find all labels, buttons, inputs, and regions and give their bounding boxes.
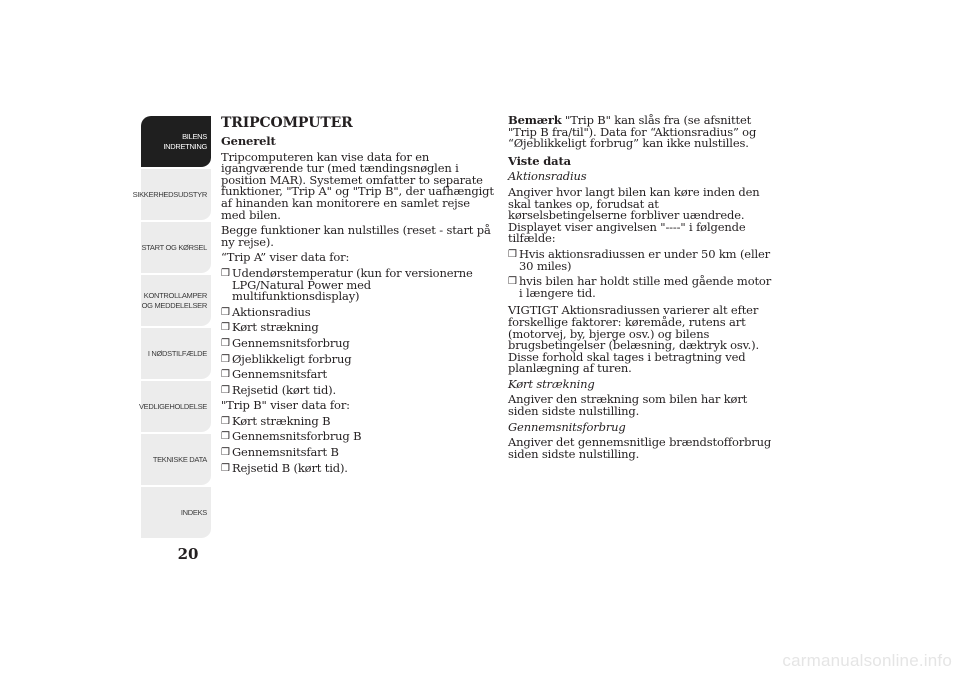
subsection-title: Aktionsradius — [508, 169, 587, 184]
tab-start-og-korsel[interactable] — [141, 222, 211, 274]
paragraph: "Trip B" viser data for: — [221, 398, 350, 413]
tab-label: OG MEDDELELSER — [141, 300, 207, 310]
tab-i-nodstilfaelde[interactable] — [141, 328, 211, 380]
list-item: ❒ Gennemsnitsfart — [221, 367, 328, 382]
checkbox-bullet-icon: ❒ — [221, 384, 230, 396]
tab-bilens-indretning[interactable] — [141, 116, 211, 168]
paragraph: Begge funktioner kan nulstilles (reset - start på ny rejse). — [221, 223, 491, 249]
tab-indeks[interactable] — [141, 487, 211, 539]
important-paragraph: VIGTIGT Aktionsradiussen varierer alt efter forskellige faktorer: køremåde, rutens art (motorvej, by, bjerge osv.) og bilens brugsbetingelser (belæsning, dæktryk osv.). Disse forhold skal tages i betragtning ved planlægning af turen. — [508, 303, 759, 376]
checkbox-bullet-icon: ❒ — [221, 267, 230, 279]
tab-label: BILENS — [182, 132, 207, 142]
list-item: ❒ Øjeblikkeligt forbrug — [221, 351, 352, 366]
list-item: ❒ Rejsetid B (kørt tid). — [221, 460, 348, 475]
list-item: ❒ Gennemsnitsfart B — [221, 445, 339, 460]
watermark: carmanualsonline.info — [782, 651, 952, 670]
left-column — [221, 115, 496, 478]
checkbox-bullet-icon: ❒ — [508, 276, 517, 288]
checkbox-bullet-icon: ❒ — [508, 248, 517, 260]
subheading-generelt: Generelt — [221, 134, 276, 148]
tab-label: I NØDSTILFÆLDE — [147, 348, 207, 358]
list-item: ❒ Rejsetid (kørt tid). — [221, 382, 337, 397]
tab-label: INDRETNING — [163, 141, 207, 151]
checkbox-bullet-icon: ❒ — [221, 353, 230, 365]
tab-label: KONTROLLAMPER — [143, 291, 207, 301]
checkbox-bullet-icon: ❒ — [221, 337, 230, 349]
paragraph: Tripcomputeren kan vise data for en igangværende tur (med tændingsnøglen i position MAR). Systemet omfatter to separate funktioner, "Trip A" og "Trip B", der uafhængigt af hinanden kan monitorere en samlet rejse med bilen. — [221, 149, 494, 222]
tab-sikkerhedsudstyr[interactable] — [132, 169, 211, 221]
checkbox-bullet-icon: ❒ — [221, 415, 230, 427]
note-label: Bemærk — [508, 113, 562, 127]
subheading-viste-data: Viste data — [508, 153, 571, 168]
list-item: ❒ hvis bilen har holdt stille med gående motor i længere tid. — [508, 274, 772, 300]
right-column — [508, 115, 778, 464]
checkbox-bullet-icon: ❒ — [221, 431, 230, 443]
paragraph: Angiver det gennemsnitlige brændstofforbrug siden sidste nulstilling. — [508, 435, 772, 461]
checkbox-bullet-icon: ❒ — [221, 322, 230, 334]
section-title: TRIPCOMPUTER — [221, 115, 353, 131]
list-item: ❒ Kørt strækning B — [221, 413, 331, 428]
subsection-title: Gennemsnitsforbrug — [508, 419, 626, 434]
list-item: ❒ Udendørstemperatur (kun for versionerne LPG/Natural Power med multifunktionsdisplay) — [221, 265, 473, 304]
tab-label: VEDLIGEHOLDELSE — [138, 401, 207, 411]
checkbox-bullet-icon: ❒ — [221, 306, 230, 318]
paragraph: Angiver hvor langt bilen kan køre inden den skal tankes op, forudsat at kørselsbetingelserne forbliver uændrede. Displayet viser angivelsen "----" i følgende tilfælde: — [508, 184, 760, 246]
list-item: ❒ Hvis aktionsradiussen er under 50 km (eller 30 miles) — [508, 246, 770, 273]
tab-label: START OG KØRSEL — [141, 242, 207, 252]
page-number: 20 — [177, 545, 199, 563]
tab-label: TEKNISKE DATA — [152, 454, 207, 464]
tab-label: INDEKS — [180, 507, 207, 517]
note-text: "Trip B" kan slås fra (se afsnittet "Trip B fra/til"). Data for “Aktionsradius” og “Øjeblikkeligt forbrug” kan ikke nulstilles. — [508, 113, 757, 151]
checkbox-bullet-icon: ❒ — [221, 462, 230, 474]
checkbox-bullet-icon: ❒ — [221, 447, 230, 459]
chapter-tabs — [132, 116, 211, 541]
paragraph: Angiver den strækning som bilen har kørt siden sidste nulstilling. — [508, 392, 748, 419]
paragraph: “Trip A” viser data for: — [221, 250, 350, 265]
list-item: ❒ Kørt strækning — [221, 320, 319, 335]
tab-vedligeholdelse[interactable] — [138, 381, 211, 433]
tab-kontrollamper[interactable] — [141, 275, 211, 327]
list-item: ❒ Aktionsradius — [221, 304, 311, 319]
checkbox-bullet-icon: ❒ — [221, 369, 230, 381]
subsection-title: Kørt strækning — [508, 376, 595, 391]
tab-tekniske-data[interactable] — [141, 434, 211, 486]
note-paragraph — [508, 115, 778, 150]
list-item: ❒ Gennemsnitsforbrug B — [221, 429, 362, 444]
tab-label: SIKKERHEDSUDSTYR — [132, 189, 207, 199]
list-item: ❒ Gennemsnitsforbrug — [221, 335, 350, 350]
